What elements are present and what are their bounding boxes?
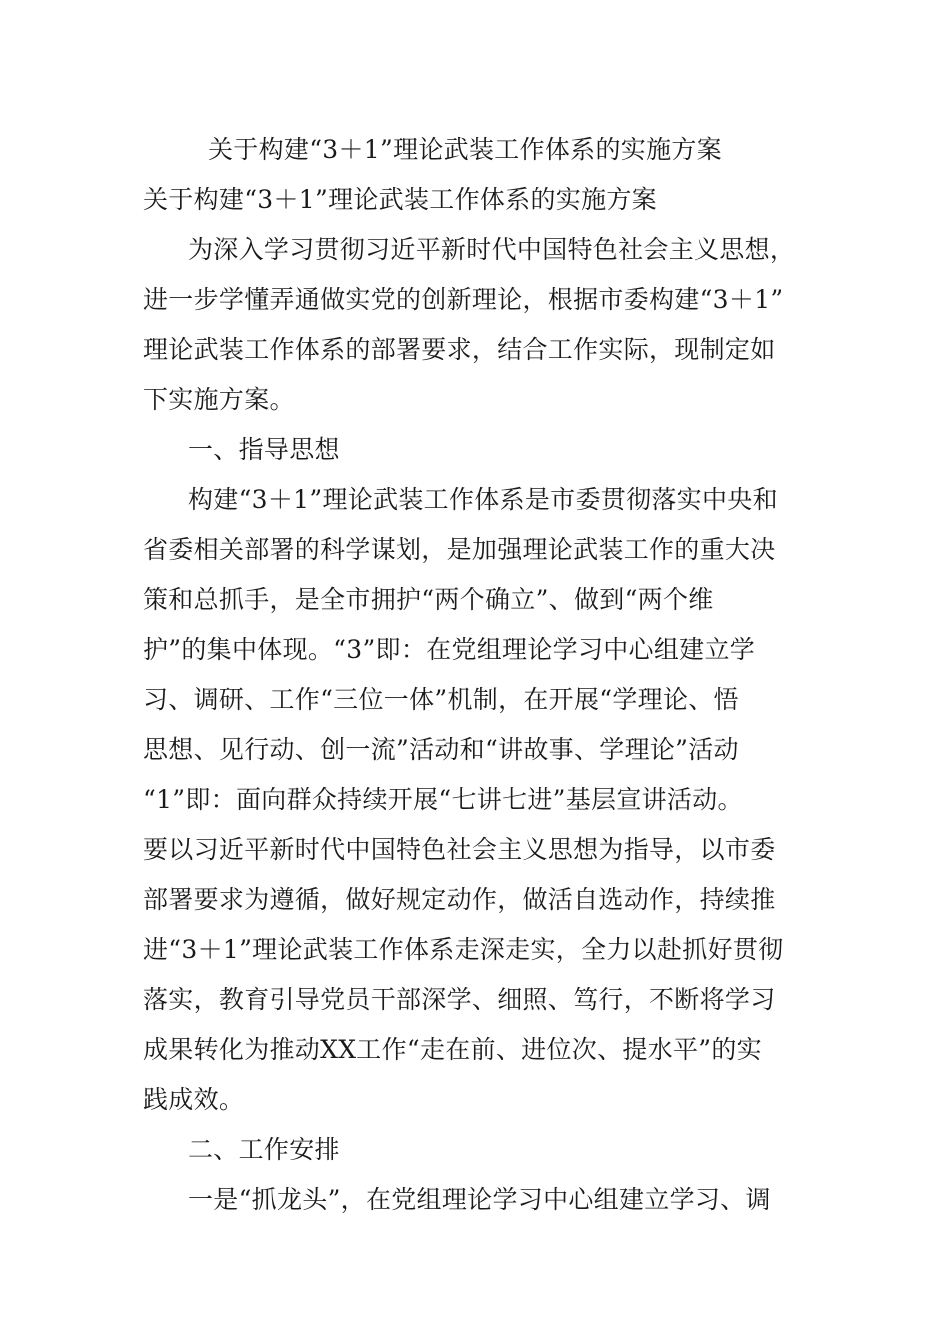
intro-line: 为深入学习贯彻习近平新时代中国特色社会主义思想， [188,235,796,264]
section1-line: 思想、见行动、创一流”活动和“讲故事、学理论”活动 [143,735,739,764]
section1-line: “1”即：面向群众持续开展“七讲七进”基层宣讲活动。 [143,785,743,814]
section1-line: 构建“3＋1”理论武装工作体系是市委贯彻落实中央和 [188,485,778,514]
document-title: 关于构建“3＋1”理论武装工作体系的实施方案 [208,135,722,164]
intro-line: 理论武装工作体系的部署要求，结合工作实际，现制定如 [143,335,776,364]
section1-line: 部署要求为遵循，做好规定动作，做活自选动作，持续推 [143,885,776,914]
section1-line: 落实，教育引导党员干部深学、细照、笃行，不断将学习 [143,985,776,1014]
section1-line: 策和总抓手，是全市拥护“两个确立”、做到“两个维 [143,585,714,614]
section-heading-guiding-ideology: 一、指导思想 [188,435,340,464]
section1-line: 进“3＋1”理论武装工作体系走深走实，全力以赴抓好贯彻 [143,935,784,964]
intro-line: 下实施方案。 [143,385,295,414]
section1-line: 成果转化为推动XX工作“走在前、进位次、提水平”的实 [143,1035,762,1064]
document-subtitle: 关于构建“3＋1”理论武装工作体系的实施方案 [143,185,657,214]
section1-line: 护”的集中体现。“3”即：在党组理论学习中心组建立学 [143,635,756,664]
section-heading-work-arrangement: 二、工作安排 [188,1135,340,1164]
section1-line: 要以习近平新时代中国特色社会主义思想为指导，以市委 [143,835,776,864]
section1-line: 习、调研、工作“三位一体”机制，在开展“学理论、悟 [143,685,739,714]
intro-line: 进一步学懂弄通做实党的创新理论，根据市委构建“3＋1” [143,285,784,314]
section2-line: 一是“抓龙头”，在党组理论学习中心组建立学习、调 [188,1185,771,1214]
section1-line: 践成效。 [143,1085,245,1114]
section1-line: 省委相关部署的科学谋划，是加强理论武装工作的重大决 [143,535,776,564]
